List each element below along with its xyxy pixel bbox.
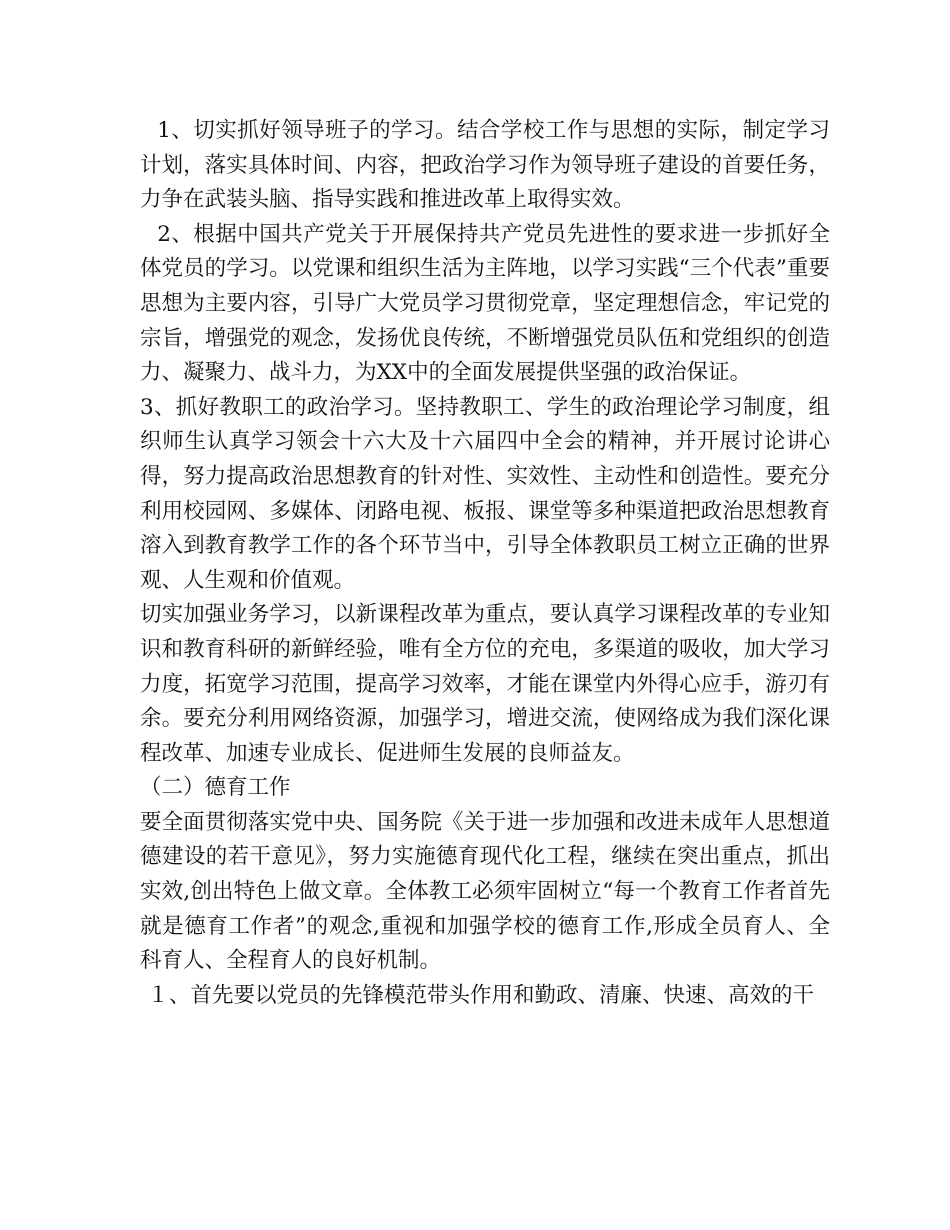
document-body <box>140 114 830 1013</box>
section-heading-moral-education: （二）德育工作 <box>140 775 291 801</box>
paragraph-moral-education: 要全面贯彻落实党中央、国务院《关于进一步加强和改进未成年人思想道德建设的若干意见》，努力实施德育现代化工程，继续在突出重点，抓出实效,创出特色上做文章。全体教工必须牢固树立“每一个教育工作者首先就是德育工作者”的观念,重视和加强学校的德育工作,形成全员育人、全科育人、全程育人的良好机制。 <box>140 809 830 974</box>
paragraph-leadership-study: 1、切实抓好领导班子的学习。结合学校工作与思想的实际，制定学习计划，落实具体时间、内容，把政治学习作为领导班子建设的首要任务，力争在武装头脑、指导实践和推进改革上取得实效。 <box>140 118 830 213</box>
paragraph-staff-political-study: 3、抓好教职工的政治学习。坚持教职工、学生的政治理论学习制度，组织师生认真学习领会十六大及十六届四中全会的精神，并开展讨论讲心得，努力提高政治思想教育的针对性、实效性、主动性和创造性。要充分利用校园网、多媒体、闭路电视、板报、课堂等多种渠道把政治思想教育溶入到教育教学工作的各个环节当中，引导全体教职员工树立正确的世界观、人生观和价值观。 <box>140 394 830 593</box>
paragraph-business-study: 切实加强业务学习，以新课程改革为重点，要认真学习课程改革的专业知识和教育科研的新鲜经验，唯有全方位的充电，多渠道的吸收，加大学习力度，拓宽学习范围，提高学习效率，才能在课堂内外得心应手，游刃有余。要充分利用网络资源，加强学习，增进交流，使网络成为我们深化课程改革、加速专业成长、促进师生发展的良师益友。 <box>140 602 830 766</box>
paragraph-item-one: １、首先要以党员的先锋模范带头作用和勤政、清廉、快速、高效的干 <box>147 982 815 1008</box>
paragraph-party-member-study: 2、根据中国共产党关于开展保持共产党员先进性的要求进一步抓好全体党员的学习。以党课和组织生活为主阵地，以学习实践“三个代表”重要思想为主要内容，引导广大党员学习贯彻党章，坚定理想信念，牢记党的宗旨，增强党的观念，发扬优良传统，不断增强党员队伍和党组织的创造力、凝聚力、战斗力，为XX中的全面发展提供坚强的政治保证。 <box>140 221 830 386</box>
